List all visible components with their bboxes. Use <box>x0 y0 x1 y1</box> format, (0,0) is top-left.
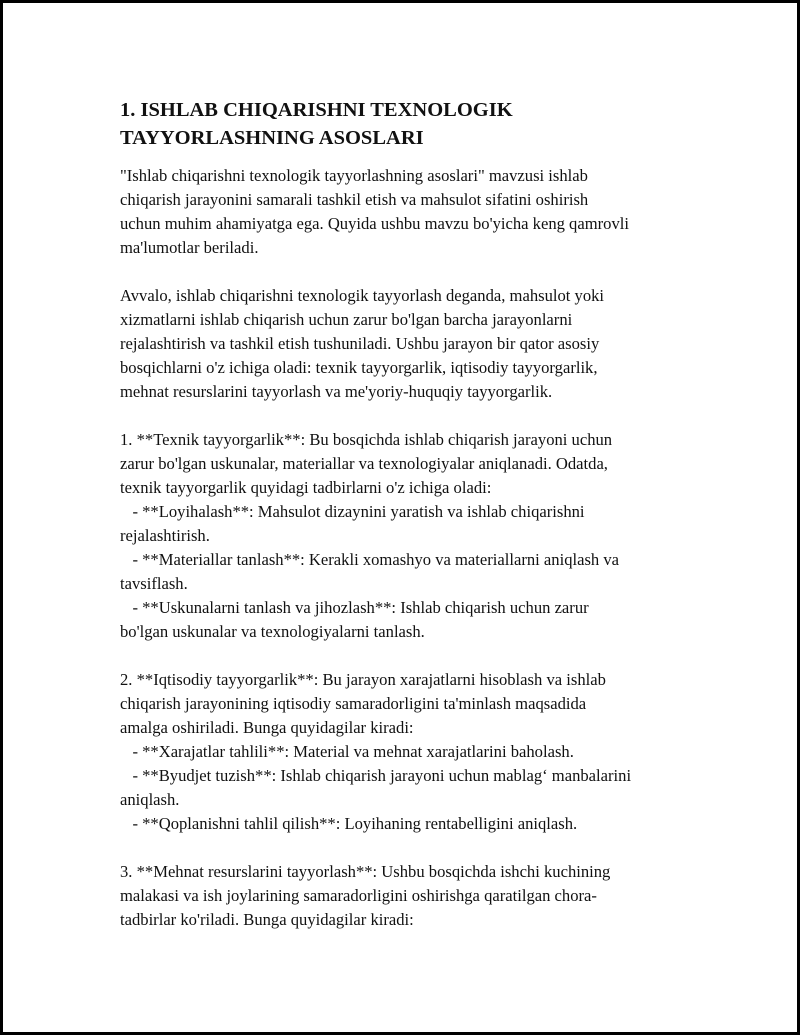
text-line: bosqichlarni o'z ichiga oladi: texnik tayyorgarlik, iqtisodiy tayyorgarlik, <box>120 358 598 377</box>
text-line: Avvalo, ishlab chiqarishni texnologik tayyorlash deganda, mahsulot yoki <box>120 286 605 305</box>
title-line: TAYYORLASHNING ASOSLARI <box>120 127 424 149</box>
text-line: - **Qoplanishni tahlil qilish**: Loyihaning rentabelligini aniqlash. <box>120 814 578 833</box>
text-line: 3. **Mehnat resurslarini tayyorlash**: Ushbu bosqichda ishchi kuchining <box>120 862 611 881</box>
text-line: rejalashtirish. <box>120 526 210 545</box>
paragraph-economic-preparation <box>120 668 700 836</box>
text-line: rejalashtirish va tashkil etish tushuniladi. Ushbu jarayon bir qator asosiy <box>120 334 600 353</box>
text-line: - **Loyihalash**: Mahsulot dizaynini yaratish va ishlab chiqarishni <box>120 502 585 521</box>
text-line: tavsiflash. <box>120 574 188 593</box>
text-line: - **Xarajatlar tahlili**: Material va mehnat xarajatlarini baholash. <box>120 742 574 761</box>
text-line: xizmatlarni ishlab chiqarish uchun zarur bo'lgan barcha jarayonlarni <box>120 310 573 329</box>
text-line: texnik tayyorgarlik quyidagi tadbirlarni o'z ichiga oladi: <box>120 478 492 497</box>
document-title <box>120 96 700 152</box>
text-line: uchun muhim ahamiyatga ega. Quyida ushbu mavzu bo'yicha keng qamrovli <box>120 214 629 233</box>
paragraph-labor-preparation <box>120 860 700 932</box>
text-line: - **Uskunalarni tanlash va jihozlash**: Ishlab chiqarish uchun zarur <box>120 598 589 617</box>
paragraph-technical-preparation <box>120 428 700 644</box>
text-line: - **Materiallar tanlash**: Kerakli xomashyo va materiallarni aniqlash va <box>120 550 620 569</box>
text-line: chiqarish jarayonini samarali tashkil etish va mahsulot sifatini oshirish <box>120 190 589 209</box>
text-line: 1. **Texnik tayyorgarlik**: Bu bosqichda ishlab chiqarish jarayoni uchun <box>120 430 613 449</box>
text-line: bo'lgan uskunalar va texnologiyalarni tanlash. <box>120 622 425 641</box>
text-line: malakasi va ish joylarining samaradorligini oshirishga qaratilgan chora- <box>120 886 597 905</box>
text-line: 2. **Iqtisodiy tayyorgarlik**: Bu jarayon xarajatlarni hisoblash va ishlab <box>120 670 606 689</box>
text-line: zarur bo'lgan uskunalar, materiallar va texnologiyalar aniqlanadi. Odatda, <box>120 454 608 473</box>
text-line: ma'lumotlar beriladi. <box>120 238 259 257</box>
text-line: chiqarish jarayonining iqtisodiy samaradorligini ta'minlash maqsadida <box>120 694 587 713</box>
title-line: 1. ISHLAB CHIQARISHNI TEXNOLOGIK <box>120 99 513 121</box>
text-line: mehnat resurslarini tayyorlash va me'yoriy-huquqiy tayyorgarlik. <box>120 382 553 401</box>
paragraph-overview <box>120 284 700 404</box>
text-line: tadbirlar ko'riladi. Bunga quyidagilar kiradi: <box>120 910 414 929</box>
document-body <box>120 96 700 956</box>
text-line: - **Byudjet tuzish**: Ishlab chiqarish jarayoni uchun mablag‘ manbalarini <box>120 766 632 785</box>
text-line: "Ishlab chiqarishni texnologik tayyorlashning asoslari" mavzusi ishlab <box>120 166 588 185</box>
text-line: aniqlash. <box>120 790 180 809</box>
text-line: amalga oshiriladi. Bunga quyidagilar kiradi: <box>120 718 414 737</box>
paragraph-intro <box>120 164 700 260</box>
